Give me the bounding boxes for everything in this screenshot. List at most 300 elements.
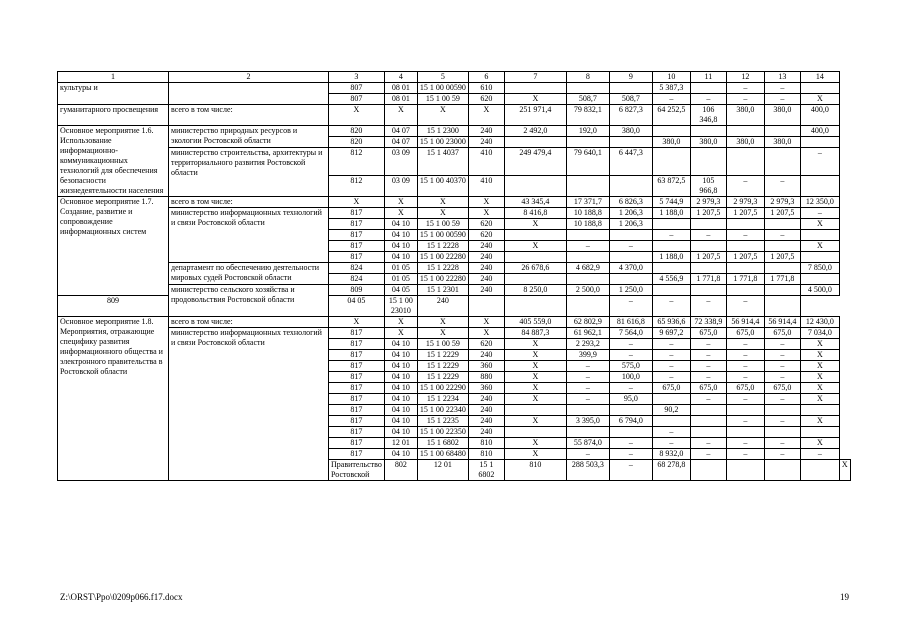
table-cell: 1 188,0 [652, 252, 690, 263]
table-cell: – [690, 230, 726, 241]
table-cell: X [384, 317, 417, 328]
table-cell: 15 1 6802 [468, 460, 504, 481]
table-cell: 04 10 [384, 427, 417, 438]
table-cell: культуры и [58, 83, 169, 105]
table-cell: X [417, 105, 468, 126]
table-cell: 410 [468, 176, 504, 197]
table-cell: 15 1 2235 [417, 416, 468, 427]
table-cell: гуманитарного просвещения [58, 105, 169, 126]
table-cell: 04 05 [329, 296, 385, 317]
table-cell: – [690, 394, 726, 405]
table-cell: 400,0 [800, 126, 839, 137]
table-cell: – [800, 449, 839, 460]
table-cell: 817 [329, 361, 385, 372]
table-cell [504, 252, 566, 263]
table-cell: 64 252,5 [652, 105, 690, 126]
table-cell: – [566, 372, 609, 383]
table-cell [652, 126, 690, 137]
table-cell: 1 771,8 [690, 274, 726, 285]
table-cell [800, 405, 839, 416]
table-cell [690, 416, 726, 427]
table-cell: – [609, 350, 652, 361]
table-cell: – [726, 438, 764, 449]
table-cell: 817 [329, 449, 385, 460]
table-cell [652, 285, 690, 296]
table-cell: X [504, 219, 566, 230]
table-cell [652, 416, 690, 427]
table-cell: 810 [468, 438, 504, 449]
table-cell: – [690, 438, 726, 449]
table-cell: – [726, 449, 764, 460]
table-cell: – [726, 339, 764, 350]
table-cell: 575,0 [609, 361, 652, 372]
table-cell: X [800, 361, 839, 372]
table-cell: X [504, 361, 566, 372]
table-cell: – [764, 94, 800, 105]
table-cell: 56 914,4 [764, 317, 800, 328]
table-cell: X [504, 416, 566, 427]
table-cell: X [329, 105, 385, 126]
table-cell: X [384, 105, 417, 126]
table-cell: 15 1 00 23000 [417, 137, 468, 148]
table-cell: 10 188,8 [566, 219, 609, 230]
table-cell: 15 1 00 40370 [417, 176, 468, 197]
table-cell: X [800, 383, 839, 394]
table-cell [504, 230, 566, 241]
table-cell: – [566, 361, 609, 372]
column-header: 1 [58, 72, 169, 83]
table-cell: 817 [329, 328, 385, 339]
table-cell: 360 [468, 383, 504, 394]
table-cell: 04 10 [384, 219, 417, 230]
table-cell: – [726, 350, 764, 361]
table-cell [764, 241, 800, 252]
table-cell: X [504, 438, 566, 449]
column-header: 12 [726, 72, 764, 83]
table-cell: 620 [468, 339, 504, 350]
table-cell: X [468, 328, 504, 339]
table-cell [566, 274, 609, 285]
table-cell: 01 05 [384, 263, 417, 274]
table-cell: 675,0 [764, 328, 800, 339]
table-cell: 95,0 [609, 394, 652, 405]
table-cell: 820 [329, 137, 385, 148]
table-cell: 380,0 [609, 126, 652, 137]
table-cell: X [468, 105, 504, 126]
table-cell: – [652, 427, 690, 438]
table-cell: 2 492,0 [504, 126, 566, 137]
table-cell [764, 285, 800, 296]
table-cell: X [468, 317, 504, 328]
table-cell: X [839, 460, 850, 481]
table-cell: X [800, 394, 839, 405]
table-cell: 240 [468, 126, 504, 137]
table-cell: 15 1 2228 [417, 263, 468, 274]
table-cell: Основное мероприятие 1.6. Использование информационно-коммуникационных технологий для обеспечения безопасности жизнедеятельности населения [58, 126, 169, 197]
table-cell: 15 1 4037 [417, 148, 468, 176]
table-cell: 106 346,8 [690, 105, 726, 126]
table-cell: 100,0 [609, 372, 652, 383]
table-cell: 63 872,5 [652, 176, 690, 197]
table-cell [726, 148, 764, 176]
page-number: 19 [840, 592, 849, 602]
table-cell [690, 263, 726, 274]
table-cell: – [690, 339, 726, 350]
table-cell: 04 10 [384, 241, 417, 252]
table-cell: 1 207,5 [690, 252, 726, 263]
header-row [58, 72, 851, 83]
table-cell: 15 1 00 23010 [384, 296, 417, 317]
table-cell: 824 [329, 263, 385, 274]
table-cell: 809 [329, 285, 385, 296]
table-cell: 240 [468, 416, 504, 427]
table-row [58, 263, 851, 274]
table-cell: 15 1 00 59 [417, 94, 468, 105]
table-cell [609, 274, 652, 285]
table-cell [652, 148, 690, 176]
table-cell: 15 1 2301 [417, 285, 468, 296]
table-cell: 380,0 [764, 105, 800, 126]
table-cell: 15 1 00 22350 [417, 427, 468, 438]
table-cell: X [800, 350, 839, 361]
table-cell: – [726, 176, 764, 197]
table-cell: X [504, 372, 566, 383]
table-cell: 240 [468, 394, 504, 405]
table-cell: – [764, 361, 800, 372]
table-cell: X [384, 328, 417, 339]
table-cell: 817 [329, 241, 385, 252]
table-cell: – [609, 383, 652, 394]
table-cell: – [764, 438, 800, 449]
table-cell: – [566, 449, 609, 460]
table-cell: – [726, 230, 764, 241]
table-cell: 26 678,6 [504, 263, 566, 274]
column-header: 13 [764, 72, 800, 83]
table-cell: 4 370,0 [609, 263, 652, 274]
table-cell: 3 395,0 [566, 416, 609, 427]
table-cell: – [609, 449, 652, 460]
table-cell: 810 [468, 449, 504, 460]
table-cell [726, 126, 764, 137]
table-cell: 817 [329, 438, 385, 449]
table-cell: 03 09 [384, 148, 417, 176]
table-cell: 1 771,8 [726, 274, 764, 285]
table-cell: X [329, 317, 385, 328]
table-cell: – [652, 230, 690, 241]
table-row [58, 208, 851, 219]
table-cell: – [726, 416, 764, 427]
table-cell: Основное мероприятие 1.8. Мероприятия, отражающие специфику развития информационного общества и электронного правительства в Ростовской области [58, 317, 169, 481]
table-cell: 380,0 [652, 137, 690, 148]
table-cell [566, 296, 609, 317]
table-cell: – [690, 372, 726, 383]
table-cell: 81 616,8 [609, 317, 652, 328]
table-cell: 2 500,0 [566, 285, 609, 296]
table-cell: – [652, 339, 690, 350]
table-cell: министерство строительства, архитектуры и территориального развития Ростовской области [169, 148, 329, 197]
table-cell: 12 01 [384, 438, 417, 449]
table-cell [609, 137, 652, 148]
table-cell: X [504, 350, 566, 361]
table-cell: 812 [329, 176, 385, 197]
table-cell: – [726, 394, 764, 405]
table-cell: 5 387,3 [652, 83, 690, 94]
table-cell: 817 [329, 427, 385, 438]
table-cell [566, 230, 609, 241]
table-cell: 405 559,0 [504, 317, 566, 328]
table-cell [726, 427, 764, 438]
table-cell: X [504, 383, 566, 394]
table-cell: – [800, 148, 839, 176]
table-cell [690, 427, 726, 438]
table-cell: – [764, 230, 800, 241]
table-cell: 15 1 2228 [417, 241, 468, 252]
table-cell: – [800, 208, 839, 219]
table-cell [726, 219, 764, 230]
table-cell: 43 345,4 [504, 197, 566, 208]
table-cell: 240 [417, 296, 468, 317]
table-cell: – [726, 83, 764, 94]
table-cell: 7 850,0 [800, 263, 839, 274]
table-cell: 880 [468, 372, 504, 383]
table-cell: 399,9 [566, 350, 609, 361]
table-cell: 6 447,3 [609, 148, 652, 176]
table-row [58, 197, 851, 208]
table-cell: – [690, 361, 726, 372]
table-cell: 1 206,3 [609, 219, 652, 230]
table-body [58, 72, 851, 481]
table-cell: 04 10 [384, 405, 417, 416]
table-cell: 7 034,0 [800, 328, 839, 339]
table-cell: 15 1 2229 [417, 361, 468, 372]
table-cell [609, 252, 652, 263]
table-cell: 675,0 [764, 383, 800, 394]
table-cell: 6 827,3 [609, 105, 652, 126]
table-cell: 04 10 [384, 350, 417, 361]
table-cell: X [384, 197, 417, 208]
table-cell: 380,0 [726, 137, 764, 148]
table-cell [800, 83, 839, 94]
table-cell: 240 [468, 137, 504, 148]
table-cell: X [504, 241, 566, 252]
table-cell: 240 [468, 350, 504, 361]
table-cell: всего в том числе: [169, 197, 329, 208]
table-cell: 55 874,0 [566, 438, 609, 449]
table-cell: 15 1 2300 [417, 126, 468, 137]
table-cell [690, 285, 726, 296]
table-cell: 675,0 [726, 383, 764, 394]
table-row [58, 328, 851, 339]
table-cell: X [468, 197, 504, 208]
table-cell: 5 744,9 [652, 197, 690, 208]
table-cell: 03 09 [384, 176, 417, 197]
table-cell: 65 936,6 [652, 317, 690, 328]
table-cell: – [764, 416, 800, 427]
table-cell: X [504, 339, 566, 350]
table-cell [609, 405, 652, 416]
column-header: 3 [329, 72, 385, 83]
table-cell [609, 427, 652, 438]
table-cell: 240 [468, 274, 504, 285]
table-cell: 1 771,8 [764, 274, 800, 285]
table-row [58, 126, 851, 137]
table-cell [504, 274, 566, 285]
table-cell [566, 427, 609, 438]
table-cell: 62 802,9 [566, 317, 609, 328]
table-cell [764, 427, 800, 438]
table-cell: 810 [504, 460, 566, 481]
table-cell [566, 137, 609, 148]
table-cell: 1 207,5 [764, 252, 800, 263]
document-path: Z:\ORST\Ppo\0209p066.f17.docx [60, 592, 183, 602]
table-cell [764, 126, 800, 137]
table-cell [652, 219, 690, 230]
table-cell: – [726, 372, 764, 383]
table-cell: X [417, 197, 468, 208]
table-cell: 15 1 00 59 [417, 219, 468, 230]
table-cell [504, 176, 566, 197]
table-cell [690, 126, 726, 137]
table-cell: 8 932,0 [652, 449, 690, 460]
table-cell: – [609, 241, 652, 252]
table-cell [800, 460, 839, 481]
table-cell: X [800, 94, 839, 105]
table-cell [652, 394, 690, 405]
table-cell: 8 416,8 [504, 208, 566, 219]
table-cell: 04 05 [384, 285, 417, 296]
table-cell: 675,0 [690, 328, 726, 339]
table-cell: – [764, 339, 800, 350]
table-cell: 2 293,2 [566, 339, 609, 350]
table-cell: 817 [329, 383, 385, 394]
table-cell: 675,0 [690, 383, 726, 394]
table-cell: 08 01 [384, 94, 417, 105]
table-cell: 04 10 [384, 230, 417, 241]
table-cell: 820 [329, 126, 385, 137]
table-cell: 240 [468, 252, 504, 263]
table-cell: 817 [329, 372, 385, 383]
table-cell: – [726, 296, 764, 317]
column-header: 8 [566, 72, 609, 83]
table-cell: – [652, 361, 690, 372]
table-cell: 15 1 00 00590 [417, 83, 468, 94]
table-cell [169, 83, 329, 105]
table-cell: 240 [468, 263, 504, 274]
table-cell: – [566, 383, 609, 394]
table-cell: 802 [384, 460, 417, 481]
table-cell: 15 1 00 59 [417, 339, 468, 350]
table-cell: 824 [329, 274, 385, 285]
table-cell [690, 405, 726, 416]
table-cell: 817 [329, 230, 385, 241]
table-cell [800, 176, 839, 197]
table-cell: министерство природных ресурсов и экологии Ростовской области [169, 126, 329, 148]
column-header: 7 [504, 72, 566, 83]
table-cell: 809 [58, 296, 169, 317]
table-cell: X [800, 219, 839, 230]
table-cell: X [504, 394, 566, 405]
table-cell: – [764, 350, 800, 361]
column-header: 5 [417, 72, 468, 83]
table-cell: 04 10 [384, 361, 417, 372]
table-cell [800, 427, 839, 438]
table-cell [566, 176, 609, 197]
column-header: 14 [800, 72, 839, 83]
table-cell: – [652, 438, 690, 449]
column-header: 10 [652, 72, 690, 83]
table-cell: X [384, 208, 417, 219]
table-cell: 04 07 [384, 137, 417, 148]
table-cell: – [652, 350, 690, 361]
table-cell: – [609, 339, 652, 350]
table-cell: X [504, 449, 566, 460]
table-cell: 10 188,8 [566, 208, 609, 219]
table-cell: 15 1 00 22340 [417, 405, 468, 416]
table-row [58, 317, 851, 328]
table-cell: 6 794,0 [609, 416, 652, 427]
table-cell [764, 219, 800, 230]
table-cell: 817 [329, 252, 385, 263]
table-cell: – [566, 394, 609, 405]
table-cell: 15 1 2229 [417, 372, 468, 383]
table-cell: 1 207,5 [726, 208, 764, 219]
table-cell: 12 430,0 [800, 317, 839, 328]
table-cell: – [726, 361, 764, 372]
table-cell [566, 83, 609, 94]
table-cell: 15 1 00 22280 [417, 274, 468, 285]
table-cell [609, 83, 652, 94]
table-cell: 105 966,8 [690, 176, 726, 197]
table-cell: 15 1 2229 [417, 350, 468, 361]
table-cell [800, 230, 839, 241]
table-cell: 15 1 6802 [417, 438, 468, 449]
table-cell: X [800, 438, 839, 449]
table-cell: 675,0 [726, 328, 764, 339]
table-cell: – [566, 241, 609, 252]
table-cell: X [800, 372, 839, 383]
table-cell: – [690, 94, 726, 105]
table-cell [566, 405, 609, 416]
table-cell: Основное мероприятие 1.7. Создание, развитие и сопровождение информационных систем [58, 197, 169, 296]
table-cell: 04 10 [384, 372, 417, 383]
table-cell [764, 296, 800, 317]
table-cell: 240 [468, 285, 504, 296]
budget-table [57, 71, 851, 481]
table-cell: 620 [468, 219, 504, 230]
table-cell: 84 887,3 [504, 328, 566, 339]
table-cell [800, 252, 839, 263]
table-cell: 817 [329, 208, 385, 219]
table-cell: 4 556,9 [652, 274, 690, 285]
column-header: 11 [690, 72, 726, 83]
table-cell: 249 479,4 [504, 148, 566, 176]
table-cell: 251 971,4 [504, 105, 566, 126]
table-cell: 79 832,1 [566, 105, 609, 126]
table-cell: 61 962,1 [566, 328, 609, 339]
table-cell [726, 460, 764, 481]
table-cell: 817 [329, 405, 385, 416]
column-header: 9 [609, 72, 652, 83]
table-cell: X [800, 241, 839, 252]
table-cell: 12 350,0 [800, 197, 839, 208]
table-cell: 1 188,0 [652, 208, 690, 219]
table-cell: 380,0 [690, 137, 726, 148]
table-cell [690, 219, 726, 230]
column-header: 6 [468, 72, 504, 83]
table-row [58, 285, 851, 296]
table-cell [764, 263, 800, 274]
table-cell: X [417, 328, 468, 339]
